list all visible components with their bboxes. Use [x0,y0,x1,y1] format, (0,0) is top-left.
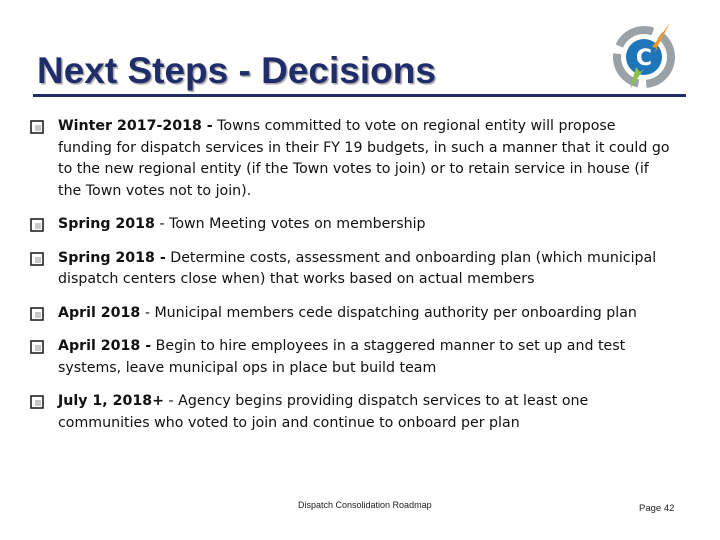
bullet-date: April 2018 - [58,338,152,354]
bullet-date: April 2018 [58,304,141,321]
list-item [30,214,670,236]
list-item [30,303,670,325]
list-item [30,248,670,291]
bullet-text: - Agency begins providing dispatch services to at least one communities who voted to join and continue to onboard per plan [58,393,589,431]
bullet-text: Determine costs, assessment and onboarding plan (which municipal dispatch centers close when) that works based on actual members [58,249,657,287]
checkbox-square-icon [30,395,44,409]
footer-title: Dispatch Consolidation Roadmap [298,500,432,510]
page-number: Page 42 [639,503,675,514]
bullet-text: Towns committed to vote on regional entity will propose funding for dispatch services in their FY 19 budgets, in such a manner that it could go to the new regional entity (if the Town votes to join) or to retain service in house (if the Town votes not to join). [58,118,670,199]
checkbox-square-icon [30,340,44,354]
decision-steps-list [30,116,670,446]
checkbox-square-icon [30,252,44,266]
checkbox-square-icon [30,307,44,321]
bullet-date: Winter 2017-2018 - [58,118,213,134]
title-underline [33,94,686,97]
checkbox-square-icon [30,218,44,232]
bullet-text: Begin to hire employees in a staggered manner to set up and test systems, leave municipal ops in place but build team [58,338,626,376]
checkbox-square-icon [30,120,44,134]
list-item [30,391,670,434]
bullet-date: July 1, 2018+ [58,393,165,409]
bullet-text: - Municipal members cede dispatching authority per onboarding plan [144,304,637,321]
list-item [30,336,670,379]
bullet-date: Spring 2018 [58,216,155,232]
list-item [30,116,670,202]
bullet-date: Spring 2018 - [58,249,166,266]
logo-letter: C [635,46,653,71]
circular-arrows-c-logo-icon [606,17,682,93]
bullet-text: - Town Meeting votes on membership [159,216,426,232]
slide-title: Next Steps - Decisions [37,50,436,91]
